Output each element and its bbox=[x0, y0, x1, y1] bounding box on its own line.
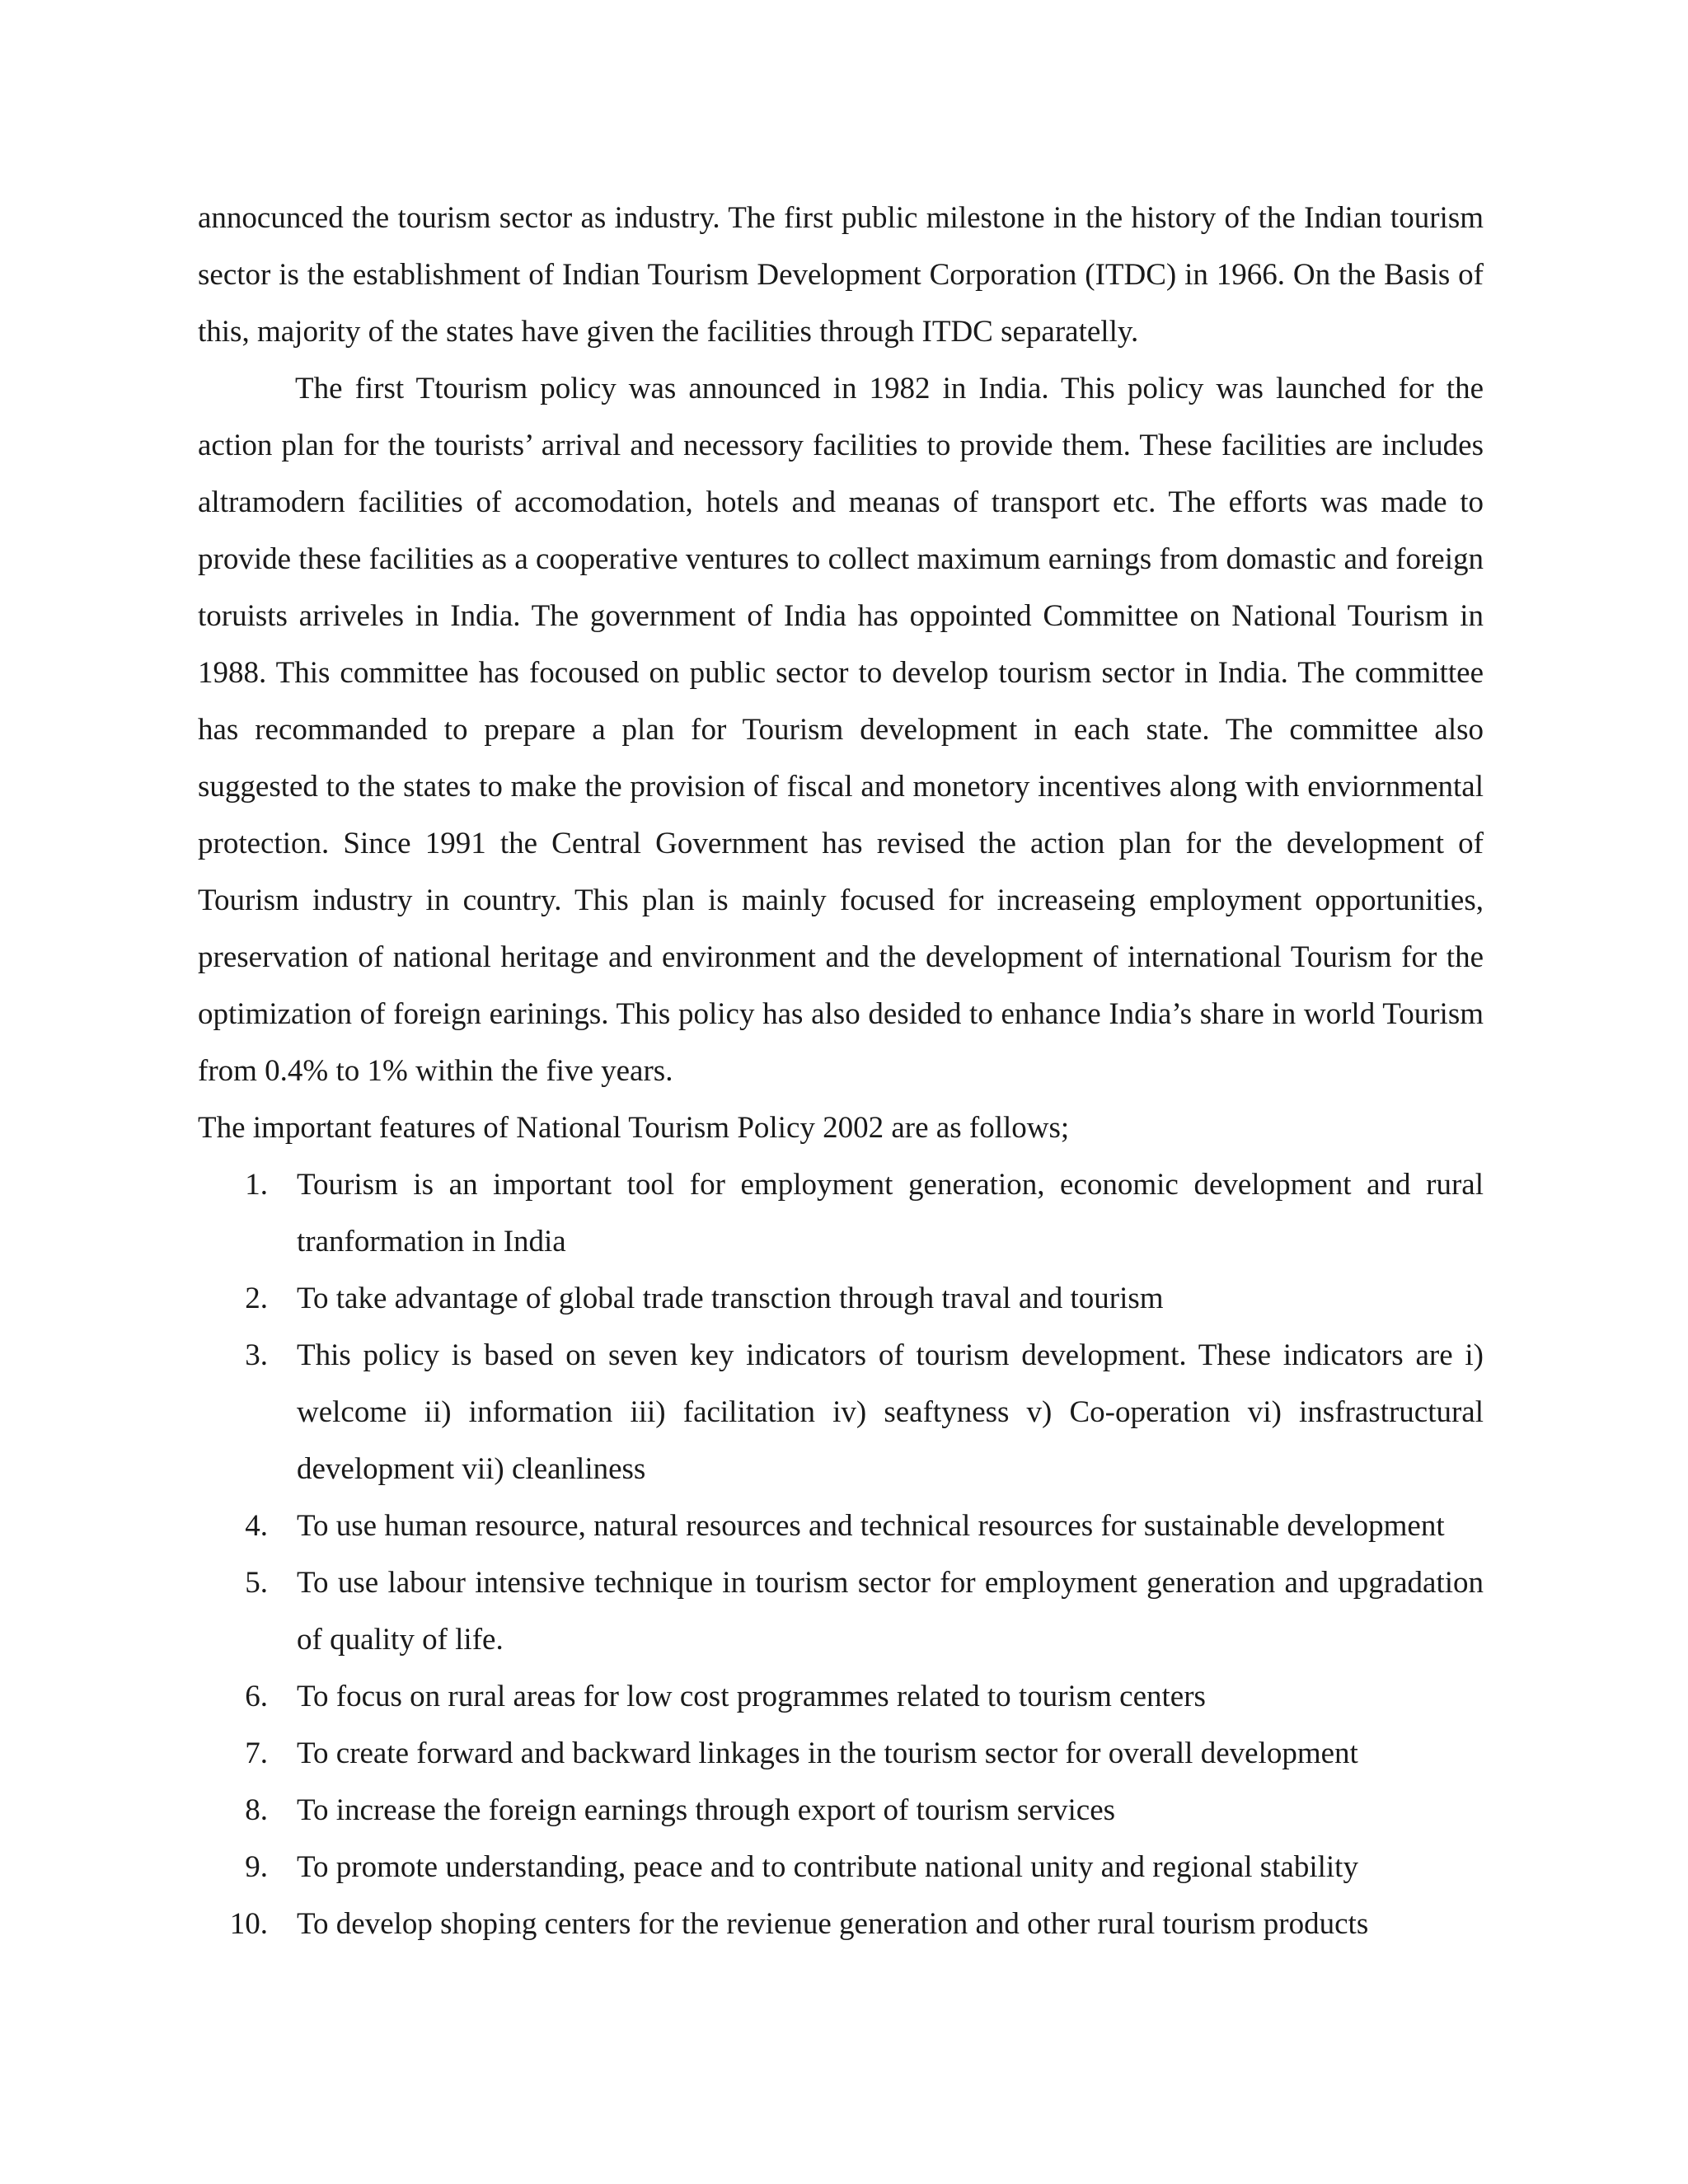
list-item-text: To take advantage of global trade transction through traval and tourism bbox=[297, 1282, 1164, 1315]
list-item-text: To promote understanding, peace and to contribute national unity and regional stability bbox=[297, 1850, 1358, 1884]
list-item bbox=[198, 1554, 1484, 1668]
list-item bbox=[198, 1270, 1484, 1327]
list-item-number: 9. bbox=[245, 1850, 268, 1884]
list-item bbox=[198, 1839, 1484, 1896]
list-item-text: To create forward and backward linkages in the tourism sector for overall development bbox=[297, 1736, 1358, 1770]
list-item-number: 5. bbox=[245, 1566, 268, 1600]
list-item-number: 4. bbox=[245, 1509, 268, 1543]
list-item-number: 7. bbox=[245, 1736, 268, 1770]
list-item-text: Tourism is an important tool for employment generation, economic development and rural tranformation in India bbox=[297, 1168, 1484, 1258]
list-item-text: To use labour intensive technique in tourism sector for employment generation and upgradation of quality of life. bbox=[297, 1566, 1484, 1657]
features-intro: The important features of National Tourism Policy 2002 are as follows; bbox=[198, 1111, 1070, 1145]
document-page bbox=[198, 190, 1484, 1952]
list-item bbox=[198, 1896, 1484, 1952]
list-item-text: This policy is based on seven key indicators of tourism development. These indicators are i) welcome ii) information iii) facilitation iv) seaftyness v) Co-operation vi) insfrastructural development vii) cleanliness bbox=[297, 1338, 1484, 1486]
list-item-text: To use human resource, natural resources and technical resources for sustainable development bbox=[297, 1509, 1445, 1543]
list-item-text: To increase the foreign earnings through export of tourism services bbox=[297, 1793, 1116, 1827]
list-item-number: 6. bbox=[245, 1680, 268, 1713]
list-item-number: 10. bbox=[229, 1907, 268, 1941]
list-item bbox=[198, 1725, 1484, 1782]
list-item-number: 3. bbox=[245, 1338, 268, 1372]
list-item-number: 8. bbox=[245, 1793, 268, 1827]
features-list bbox=[198, 1156, 1484, 1952]
list-item bbox=[198, 1782, 1484, 1839]
list-item bbox=[198, 1156, 1484, 1270]
list-item-text: To focus on rural areas for low cost programmes related to tourism centers bbox=[297, 1680, 1206, 1713]
list-item bbox=[198, 1668, 1484, 1725]
list-item-text: To develop shoping centers for the revienue generation and other rural tourism products bbox=[297, 1907, 1369, 1941]
list-item bbox=[198, 1327, 1484, 1497]
list-item bbox=[198, 1497, 1484, 1554]
paragraph-itdc: annocunced the tourism sector as industry. The first public milestone in the history of the Indian tourism sector is the establishment of Indian Tourism Development Corporation (ITDC) in 1966. On the Basis of this, majority of the states have given the facilities through ITDC separatelly. bbox=[198, 201, 1484, 349]
list-item-number: 1. bbox=[245, 1168, 268, 1202]
paragraph-tourism-policy-history: The first Ttourism policy was announced in 1982 in India. This policy was launched for the action plan for the tourists’ arrival and necessory facilities to provide them. These facilities are includes altramodern facilities of accomodation, hotels and meanas of transport etc. The efforts was made to provide these facilities as a cooperative ventures to collect maximum earnings from domastic and foreign toruists arriveles in India. The government of India has oppointed Committee on National Tourism in 1988. This committee has focoused on public sector to develop tourism sector in India. The committee has recommanded to prepare a plan for Tourism development in each state. The committee also suggested to the states to make the provision of fiscal and monetory incentives along with enviornmental protection. Since 1991 the Central Government has revised the action plan for the development of Tourism industry in country. This plan is mainly focused for increaseing employment opportunities, preservation of national heritage and environment and the development of international Tourism for the optimization of foreign earinings. This policy has also desided to enhance India’s share in world Tourism from 0.4% to 1% within the five years. bbox=[198, 372, 1484, 1088]
list-item-number: 2. bbox=[245, 1282, 268, 1315]
